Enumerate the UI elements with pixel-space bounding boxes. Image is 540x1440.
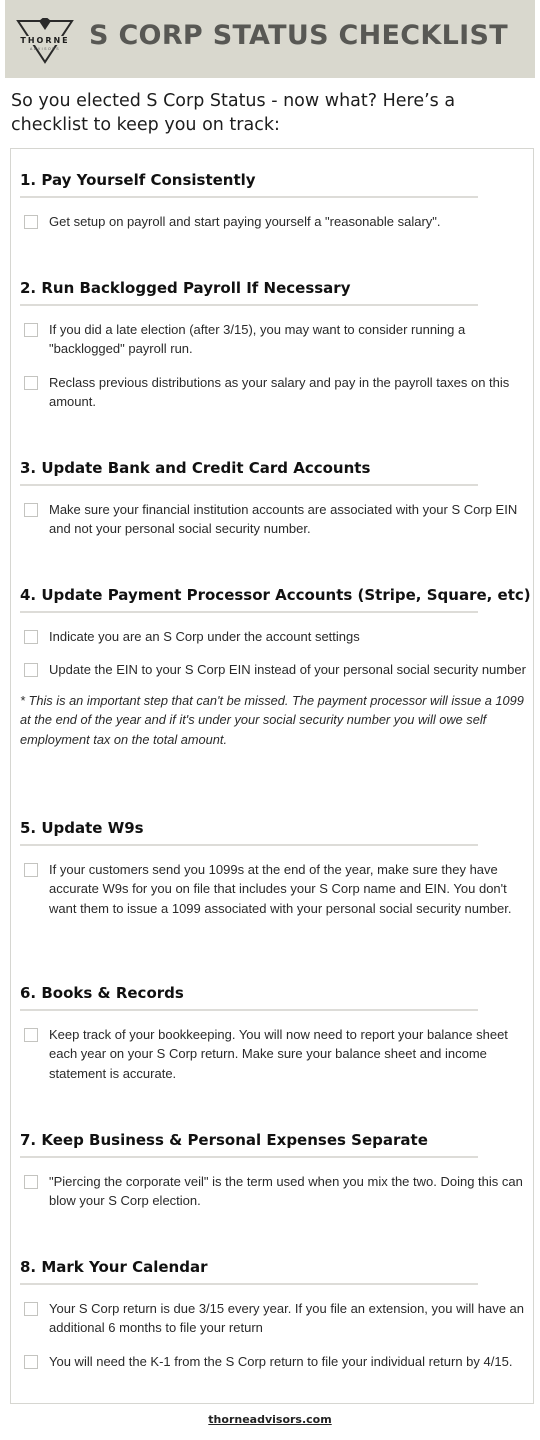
checklist-item <box>20 1172 526 1211</box>
checklist-item <box>20 860 526 919</box>
header-banner <box>5 0 535 78</box>
section-heading: 3. Update Bank and Credit Card Accounts <box>20 459 371 477</box>
checklist-item-text: Your S Corp return is due 3/15 every year. If you file an extension, you will have an additional 6 months to file your return <box>49 1300 525 1335</box>
important-note: * This is an important step that can't be missed. The payment processor will issue a 1099 at the end of the year and if it's under your social security number you will owe self employment tax on the total amount. <box>20 692 524 747</box>
section-update-w9s <box>20 818 526 918</box>
logo-wordmark: THORNE <box>15 36 75 45</box>
checklist-item <box>20 1025 526 1084</box>
section-heading: 8. Mark Your Calendar <box>20 1258 208 1276</box>
checklist-item-text: Update the EIN to your S Corp EIN instead of your personal social security number <box>49 662 526 677</box>
checklist-item-text: "Piercing the corporate veil" is the term used when you mix the two. Doing this can blow your S Corp election. <box>49 1173 523 1208</box>
checklist-item <box>20 1352 526 1372</box>
checkbox[interactable] <box>24 630 38 644</box>
section-divider <box>20 1156 478 1158</box>
section-heading: 4. Update Payment Processor Accounts (Stripe, Square, etc) <box>20 586 531 604</box>
checkbox[interactable] <box>24 863 38 877</box>
section-heading: 5. Update W9s <box>20 819 144 837</box>
section-divider <box>20 611 478 613</box>
section-heading: 1. Pay Yourself Consistently <box>20 171 256 189</box>
checklist-item <box>20 627 526 647</box>
checkbox[interactable] <box>24 1355 38 1369</box>
section-heading: 7. Keep Business & Personal Expenses Separate <box>20 1131 428 1149</box>
checklist-item <box>20 212 526 232</box>
checkbox[interactable] <box>24 215 38 229</box>
section-divider <box>20 1009 478 1011</box>
section-backlogged-payroll <box>20 278 526 412</box>
thorne-logo <box>15 18 75 64</box>
checkbox[interactable] <box>24 376 38 390</box>
checklist-item-text: You will need the K-1 from the S Corp return to file your individual return by 4/15. <box>49 1353 513 1369</box>
checklist-item <box>20 500 526 539</box>
checkbox[interactable] <box>24 323 38 337</box>
checklist-item <box>20 1299 526 1338</box>
checklist-item-text: Get setup on payroll and start paying yourself a "reasonable salary". <box>49 213 441 229</box>
logo-subtitle: ADVISORS <box>29 47 61 51</box>
checklist-item-text: Reclass previous distributions as your salary and pay in the payroll taxes on this amount. <box>49 374 510 409</box>
checklist-item <box>20 373 526 412</box>
section-mark-calendar <box>20 1257 526 1371</box>
section-books-records <box>20 983 526 1083</box>
checkbox[interactable] <box>24 1302 38 1316</box>
checkbox[interactable] <box>24 503 38 517</box>
checklist-item-text: Indicate you are an S Corp under the account settings <box>49 628 360 644</box>
page-title: S CORP STATUS CHECKLIST <box>89 20 508 51</box>
website-link[interactable]: thorneadvisors.com <box>208 1413 332 1426</box>
section-payment-processor <box>20 585 531 749</box>
section-bank-accounts <box>20 458 526 539</box>
checkbox[interactable] <box>24 1175 38 1189</box>
section-divider <box>20 1283 478 1285</box>
checkbox[interactable] <box>24 663 38 677</box>
section-divider <box>20 304 478 306</box>
section-divider <box>20 844 478 846</box>
section-heading: 2. Run Backlogged Payroll If Necessary <box>20 279 351 297</box>
intro-text: So you elected S Corp Status - now what? Here’s a checklist to keep you on track: <box>11 91 456 135</box>
section-pay-yourself <box>20 170 526 231</box>
section-divider <box>20 484 478 486</box>
checklist-item <box>20 320 526 359</box>
checklist-item-text: Keep track of your bookkeeping. You will now need to report your balance sheet each year on your S Corp return. Make sure your balance sheet and income statement is accurate. <box>49 1026 508 1081</box>
section-divider <box>20 196 478 198</box>
checklist-item <box>20 660 526 680</box>
checklist-item-text: If you did a late election (after 3/15), you may want to consider running a "backlogged" payroll run. <box>49 321 466 356</box>
section-separate-expenses <box>20 1130 526 1211</box>
checklist-item-text: If your customers send you 1099s at the end of the year, make sure they have accurate W9s for you on file that includes your S Corp name and EIN. You don't want them to issue a 1099 associated with your personal social security number. <box>49 861 512 916</box>
section-heading: 6. Books & Records <box>20 984 184 1002</box>
checkbox[interactable] <box>24 1028 38 1042</box>
checklist-item-text: Make sure your financial institution accounts are associated with your S Corp EIN and not your personal social security number. <box>49 501 518 536</box>
